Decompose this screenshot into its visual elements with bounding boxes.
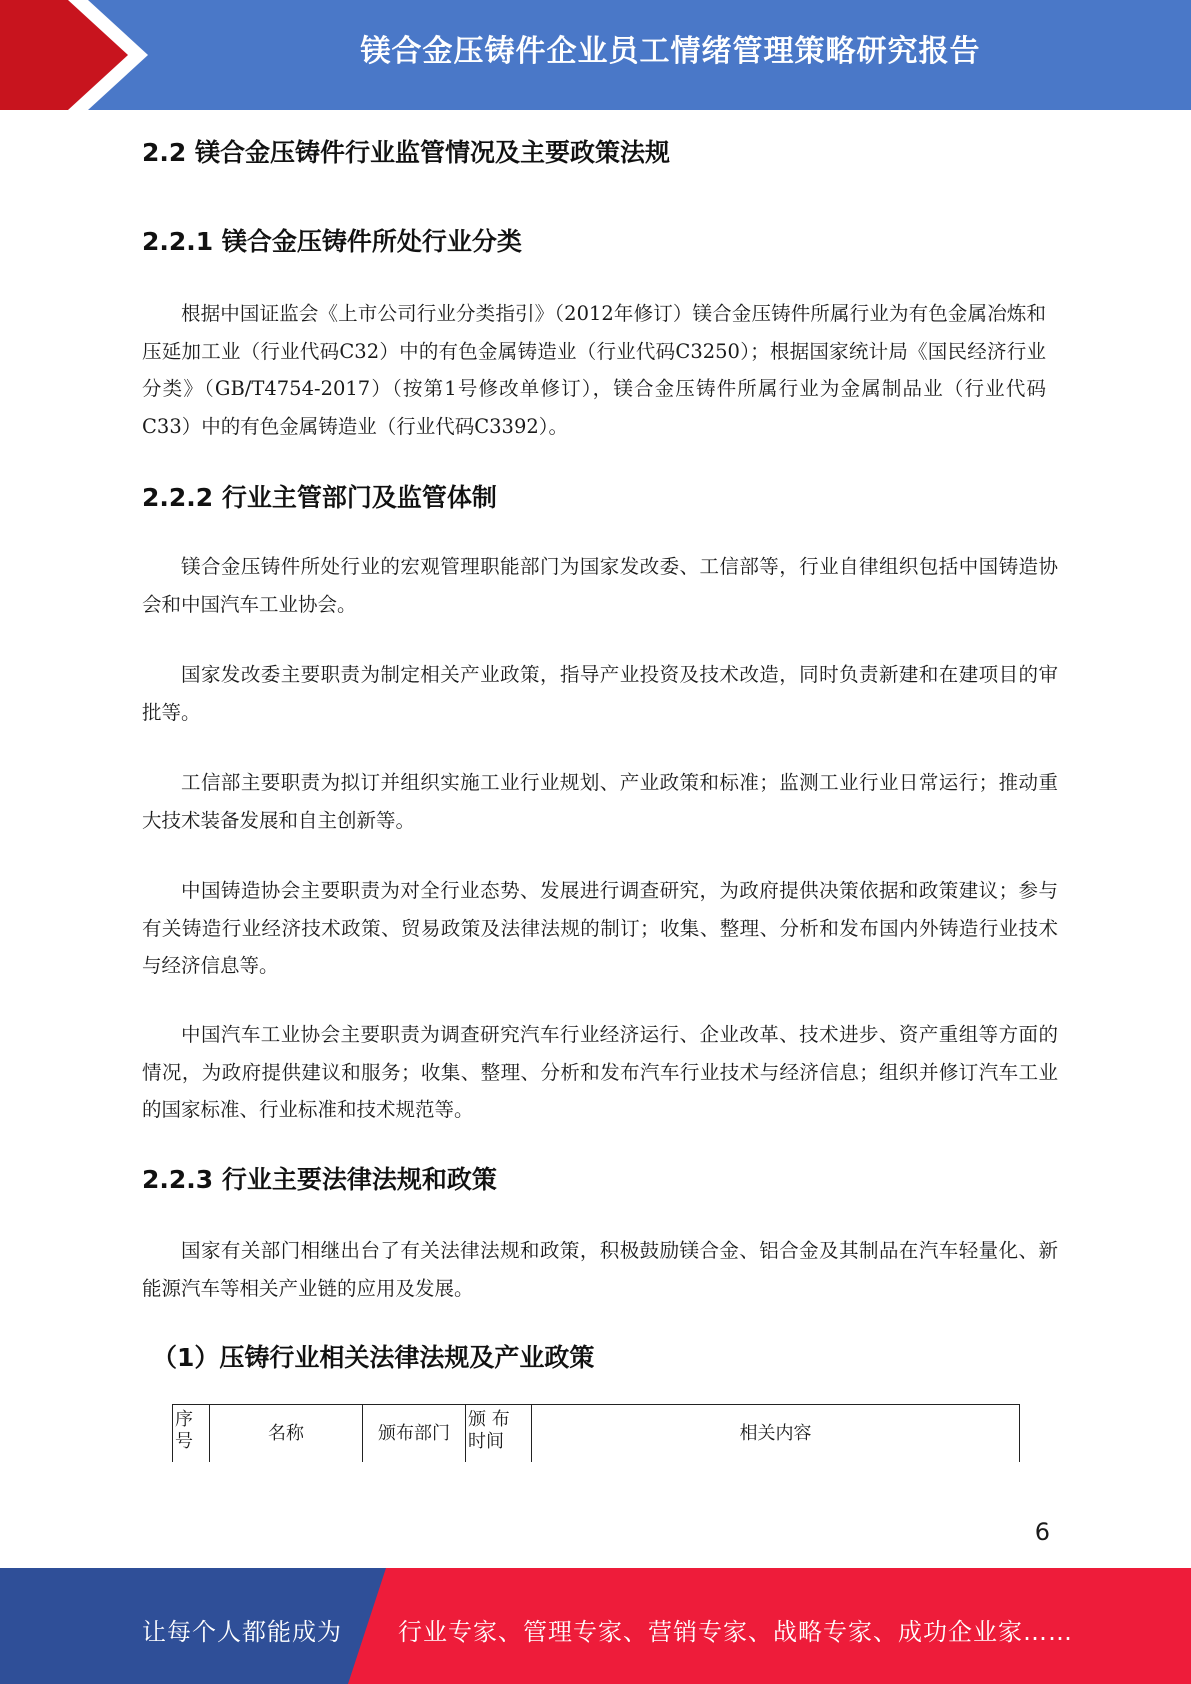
subsection-heading-1: （1）压铸行业相关法律法规及产业政策	[152, 1343, 595, 1372]
header-chevron-decoration	[0, 0, 160, 110]
section-heading-2-2-1: 2.2.1 镁合金压铸件所处行业分类	[142, 227, 522, 256]
paragraph-foundry-association: 中国铸造协会主要职责为对全行业态势、发展进行调查研究，为政府提供决策依据和政策建议；参与有关铸造行业经济技术政策、贸易政策及法律法规的制订；收集、整理、分析和发布国内外铸造行业技术与经济信息等。	[142, 879, 1058, 977]
paragraph-industry-classification: 根据中国证监会《上市公司行业分类指引》（2012年修订）镁合金压铸件所属行业为有色金属冶炼和压延加工业（行业代码C32）中的有色金属铸造业（行业代码C3250）；根据国家统计局《国民经济行业分类》（GB/T4754-2017）（按第1号修改单修订），镁合金压铸件所属行业为金属制品业（行业代码C33）中的有色金属铸造业（行业代码C3392）。	[142, 302, 1046, 438]
paragraph-miit: 工信部主要职责为拟订并组织实施工业行业规划、产业政策和标准；监测工业行业日常运行；推动重大技术装备发展和自主创新等。	[142, 771, 1058, 832]
paragraph-regulators: 镁合金压铸件所处行业的宏观管理职能部门为国家发改委、工信部等，行业自律组织包括中国铸造协会和中国汽车工业协会。	[142, 555, 1058, 616]
column-header-name: 名称	[210, 1405, 363, 1463]
column-header-date: 颁 布 时间	[466, 1405, 532, 1463]
paragraph-laws-intro: 国家有关部门相继出台了有关法律法规和政策，积极鼓励镁合金、铝合金及其制品在汽车轻量化、新能源汽车等相关产业链的应用及发展。	[142, 1239, 1058, 1300]
section-heading-2-2-2: 2.2.2 行业主管部门及监管体制	[142, 483, 497, 512]
paragraph-ndrc: 国家发改委主要职责为制定相关产业政策，指导产业投资及技术改造，同时负责新建和在建项目的审批等。	[142, 663, 1058, 724]
footer-slogan-left: 让每个人都能成为	[142, 1618, 342, 1646]
column-header-index: 序号	[173, 1405, 210, 1463]
section-heading-2-2: 2.2 镁合金压铸件行业监管情况及主要政策法规	[142, 138, 670, 167]
table-header-row	[173, 1405, 1020, 1463]
regulations-table	[172, 1404, 1020, 1462]
column-header-content: 相关内容	[532, 1405, 1020, 1463]
report-title: 镁合金压铸件企业员工情绪管理策略研究报告	[360, 34, 981, 69]
regulations-table-grid	[172, 1404, 1020, 1462]
footer-slogan-right: 行业专家、管理专家、营销专家、战略专家、成功企业家……	[398, 1618, 1073, 1646]
section-heading-2-2-3: 2.2.3 行业主要法律法规和政策	[142, 1165, 497, 1194]
page-number: 6	[1034, 1518, 1050, 1546]
column-header-department: 颁布部门	[363, 1405, 466, 1463]
paragraph-auto-association: 中国汽车工业协会主要职责为调查研究汽车行业经济运行、企业改革、技术进步、资产重组等方面的情况，为政府提供建议和服务；收集、整理、分析和发布汽车行业技术与经济信息；组织并修订汽车工业的国家标准、行业标准和技术规范等。	[142, 1023, 1058, 1121]
